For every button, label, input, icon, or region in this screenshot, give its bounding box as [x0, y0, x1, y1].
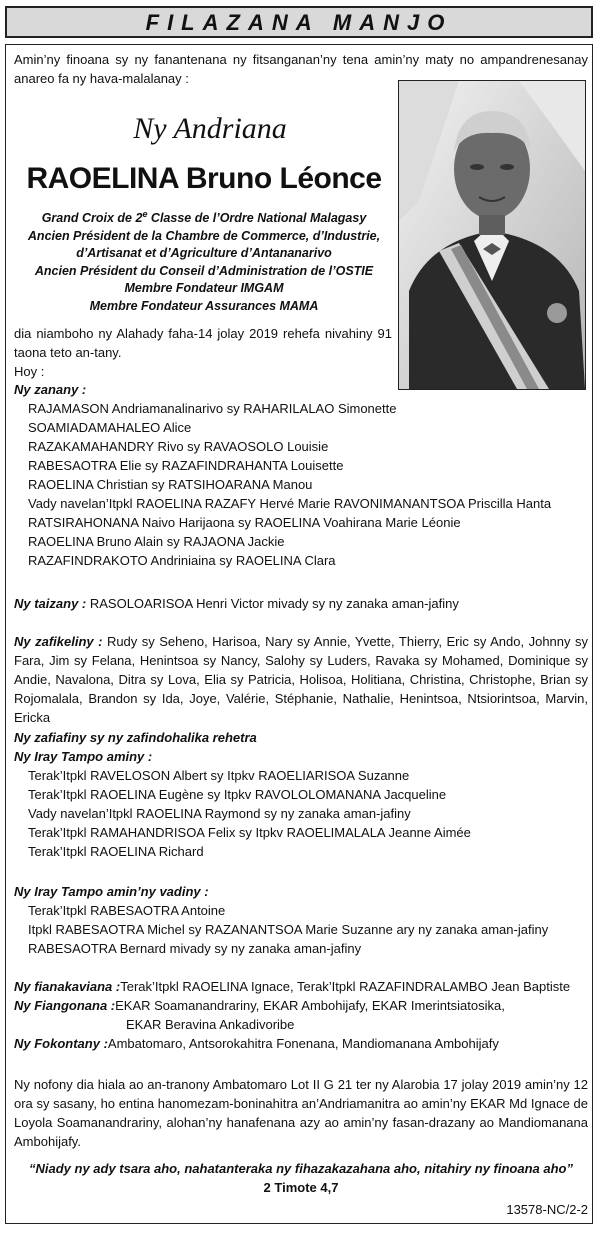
grandchildren-text: Rudy sy Seheno, Harisoa, Nary sy Annie, Yvette, Thierry, Eric sy Ando, Johnny sy Fara, Jim sy Felana, Henintsoa sy Nancy, Salohy sy Luders, Ravaka sy Mohamed, Dominique sy Andie, Navalona, Ditra sy Lova, Elia sy Patricia, Holisoa, Holitiana, Christina, Christophe, Brian sy Rojomalala, Brandon sy Ida, Joye, Valérie, Stéphanie, Nathalie, Henintsoa, Ntsiorintsoa, Marvin, Ericka — [14, 634, 588, 725]
church-label: Ny Fiangonana : — [14, 998, 116, 1013]
honorary-titles — [14, 206, 394, 315]
relatives-section — [14, 977, 588, 1053]
title-line: Membre Fondateur Assurances MAMA — [89, 298, 319, 313]
title-line: Ancien Président de la Chambre de Commerce, d’Industrie, — [27, 228, 381, 243]
great-grandchildren-label: Ny zafiafiny sy ny zafindohalika rehetra — [14, 730, 257, 745]
reference-code: 13578-NC/2-2 — [506, 1202, 588, 1217]
death-notice: dia niamboho ny Alahady faha-14 jolay 2019 rehefa nivahiny 91 taona teto an-tany. — [14, 326, 392, 360]
title-line-text: Classe de l’Ordre National Malagasy — [147, 211, 367, 226]
list-item: Terak’Itpkl RAVELOSON Albert sy Itpkv RAOELIARISOA Suzanne — [28, 768, 410, 783]
children-label: Ny zanany : — [14, 382, 87, 397]
list-item: Itpkl RABESAOTRA Michel sy RAZANANTSOA Marie Suzanne ary ny zanaka aman-jafiny — [28, 922, 549, 937]
neighborhood-text: Ambatomaro, Antsorokahitra Fonenana, Mandiomanana Ambohijafy — [107, 1036, 499, 1051]
scripture-reference: 2 Timote 4,7 — [263, 1180, 339, 1195]
title-line: Membre Fondateur IMGAM — [124, 281, 284, 296]
list-item: RAZAKAMAHANDRY Rivo sy RAVAOSOLO Louisie — [28, 439, 329, 454]
list-item: RABESAOTRA Bernard mivady sy ny zanaka aman-jafiny — [28, 941, 362, 956]
title-line — [14, 206, 394, 228]
hoy-label: Hoy : — [14, 364, 45, 379]
list-item: Terak’Itpkl RAMAHANDRISOA Felix sy Itpkv RAOELIMALALA Jeanne Aimée — [28, 825, 471, 840]
list-item: RAZAFINDRAKOTO Andriniaina sy RAOELINA Clara — [28, 553, 336, 568]
portrait-photo — [398, 80, 586, 390]
list-item: RABESAOTRA Elie sy RAZAFINDRAHANTA Louisette — [28, 458, 344, 473]
family-row — [14, 977, 588, 996]
family-label: Ny fianakaviana : — [14, 979, 121, 994]
list-item: Terak’Itpkl RAOELINA Richard — [28, 844, 204, 859]
header-banner — [5, 6, 593, 38]
neighborhood-label: Ny Fokontany : — [14, 1036, 108, 1051]
deceased-name: RAOELINA Bruno Léonce — [26, 162, 382, 195]
siblings-label: Ny Iray Tampo aminy : — [14, 749, 153, 764]
list-item: RATSIRAHONANA Naivo Harijaona sy RAOELINA Voahirana Marie Léonie — [28, 515, 461, 530]
title-line: Ancien Président du Conseil d’Administration de l’OSTIE — [34, 263, 374, 278]
spouse-siblings-section — [14, 882, 588, 958]
children-section — [14, 380, 588, 570]
list-item: SOAMIADAMAHALEO Alice — [28, 420, 192, 435]
intro-text: Amin’ny finoana sy ny fanantenana ny fitsanganan’ny tena amin’ny maty no ampandrenesanay anareo fa ny hava-malalanay : — [14, 52, 588, 86]
siblings-section — [14, 747, 588, 861]
list-item: Terak’Itpkl RABESAOTRA Antoine — [28, 903, 226, 918]
list-item: Vady navelan’Itpkl RAOELINA RAZAFY Hervé Marie RAVONIMANANTSOA Priscilla Hanta — [28, 496, 552, 511]
scripture-quote: “Niady ny ady tsara aho, nahatanteraka ny fihazakazahana aho, nitahiry ny finoana aho” — [29, 1161, 573, 1176]
list-item: RAOELINA Christian sy RATSIHOARANA Manou — [28, 477, 313, 492]
family-text: Terak’Itpkl RAOELINA Ignace, Terak’Itpkl RAZAFINDRALAMBO Jean Baptiste — [120, 979, 571, 994]
title-superscript: e — [142, 209, 148, 219]
portrait-image — [399, 81, 585, 389]
list-item: Terak’Itpkl RAOELINA Eugène sy Itpkv RAVOLOLOMANANA Jacqueline — [28, 787, 447, 802]
church-text: EKAR Soamanandrariny, EKAR Ambohijafy, EKAR Imerintsiatosika, — [115, 998, 505, 1013]
funeral-details: Ny nofony dia hiala ao an-tranony Ambatomaro Lot II G 21 ter ny Alarobia 17 jolay 2019 amin’ny 12 ora sy sasany, ho entina hanomezam-boninahitra an’Andriamanitra ao amin’ny EKAR Md Ignace de Loyola Soamanandrariny, alohan’ny hanafenana azy ao amin’ny fasan-drazany ao Mandiomanana Ambohijafy. — [14, 1077, 588, 1149]
header-title: FILAZANA MANJO — [145, 9, 453, 35]
title-line-text: Grand Croix de 2 — [41, 211, 143, 226]
list-item: Vady navelan’Itpkl RAOELINA Raymond sy ny zanaka aman-jafiny — [28, 806, 411, 821]
grandparent-section — [14, 594, 588, 613]
list-item: RAOELINA Bruno Alain sy RAJAONA Jackie — [28, 534, 285, 549]
grandchildren-section — [14, 632, 588, 727]
grandparent-text: RASOLOARISOA Henri Victor mivady sy ny zanaka aman-jafiny — [86, 596, 459, 611]
neighborhood-row — [14, 1034, 588, 1053]
honorific: Ny Andriana — [133, 112, 287, 145]
grandparent-label: Ny taizany : — [14, 596, 87, 611]
church-text-cont: EKAR Beravina Ankadivoribe — [126, 1017, 295, 1032]
list-item: RAJAMASON Andriamanalinarivo sy RAHARILALAO Simonette — [28, 401, 397, 416]
grandchildren-label: Ny zafikeliny : — [14, 634, 103, 649]
spouse-siblings-label: Ny Iray Tampo amin’ny vadiny : — [14, 884, 209, 899]
church-row — [14, 996, 588, 1015]
title-line: d’Artisanat et d’Agriculture d’Antananarivo — [76, 246, 332, 261]
